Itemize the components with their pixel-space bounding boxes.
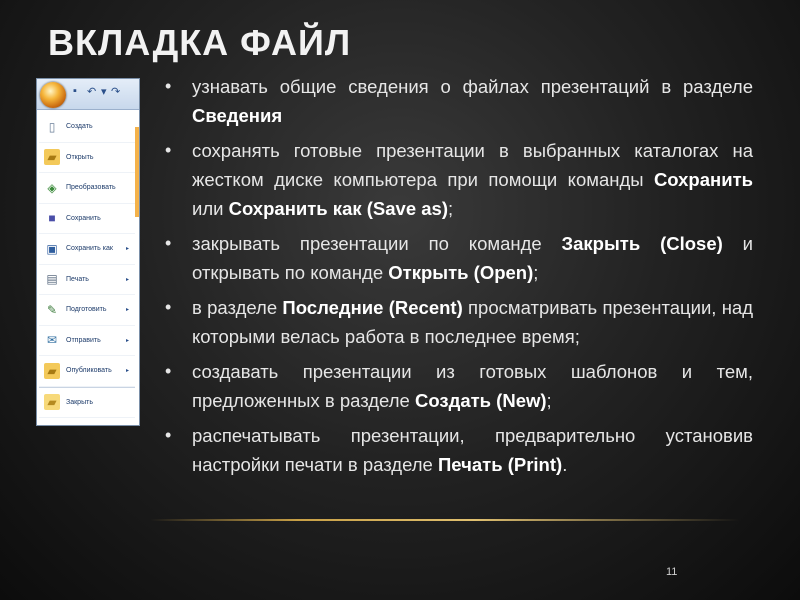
office-menu-item[interactable]: [39, 295, 135, 326]
bullet-text: просматривать презентации, над которыми велась работа в последнее время;: [192, 297, 754, 347]
bullet-text: создавать презентации из готовых шаблонов и тем, предложенных в разделе: [192, 361, 753, 411]
bullet-item: [165, 72, 753, 130]
divider-line: [150, 519, 740, 521]
submenu-arrow-icon: ▸: [125, 307, 129, 314]
bullet-text: ;: [448, 198, 454, 219]
bullet-text: ;: [533, 262, 539, 283]
ribbon-edge: [135, 127, 139, 217]
office-menu-item[interactable]: [39, 265, 135, 296]
office-menu-item[interactable]: [39, 234, 135, 265]
printer-icon: ▤: [44, 271, 60, 287]
publish-icon: ▰: [44, 363, 60, 379]
bullet-text: распечатывать презентации, предварительно установив настройки печати в разделе: [192, 425, 753, 475]
bullet-item: [165, 357, 753, 415]
office-menu-item[interactable]: [39, 387, 135, 419]
bullet-text: закрывать презентации по команде: [192, 233, 562, 254]
bullet-text: или: [192, 198, 229, 219]
bullet-bold-text: Последние (Recent): [282, 297, 463, 318]
office-menu-list: [39, 112, 135, 418]
bullet-text: .: [562, 454, 568, 475]
office-menu-item[interactable]: [39, 143, 135, 174]
bullet-text: ;: [546, 390, 552, 411]
office-menu-item[interactable]: [39, 173, 135, 204]
submenu-arrow-icon: ▸: [125, 368, 129, 375]
undo-icon[interactable]: ↶: [87, 86, 97, 98]
new-document-icon: ▯: [44, 119, 60, 135]
bullet-item: [165, 229, 753, 287]
office-menu-item-label: Подготовить: [66, 306, 107, 314]
bullet-list: [165, 72, 753, 485]
bullet-text: сохранять готовые презентации в выбранных каталогах на жестком диске компьютера при помощи команды: [192, 140, 753, 190]
save-disk-icon: ■: [44, 210, 60, 226]
bullet-bold-text: Сохранить: [653, 169, 753, 190]
bullet-text: и открывать по команде: [192, 233, 753, 283]
office-menu-item[interactable]: [39, 112, 135, 143]
save-as-icon: ▣: [44, 241, 60, 257]
office-menu-item[interactable]: [39, 356, 135, 387]
bullet-bold-text: Печать (Print): [437, 454, 563, 475]
office-menu-item-label: Создать: [66, 123, 93, 131]
bullet-bold-text: Создать (New): [414, 390, 547, 411]
office-menu-screenshot: [36, 78, 140, 426]
office-menu-item[interactable]: [39, 326, 135, 357]
bullet-item: [165, 293, 753, 351]
bullet-item: [165, 136, 753, 223]
office-menu-item-label: Отправить: [66, 336, 101, 344]
office-button[interactable]: [40, 82, 66, 108]
quick-access-toolbar: [37, 79, 139, 110]
close-folder-icon: ▰: [44, 394, 60, 410]
office-menu-item-label: Преобразовать: [66, 184, 116, 192]
office-menu-item-label: Сохранить как: [66, 245, 113, 253]
submenu-arrow-icon: ▸: [125, 276, 129, 283]
send-icon: ✉: [44, 332, 60, 348]
office-menu-item-label: Опубликовать: [66, 367, 112, 375]
prepare-icon: ✎: [44, 302, 60, 318]
office-menu-item-label: Сохранить: [66, 214, 101, 222]
convert-icon: ◈: [44, 180, 60, 196]
submenu-arrow-icon: ▸: [125, 337, 129, 344]
bullet-bold-text: Открыть (Open): [388, 262, 534, 283]
bullet-bold-text: Сведения: [192, 105, 283, 126]
dropdown-icon[interactable]: ▾: [101, 86, 107, 98]
bullet-bold-text: Закрыть (Close): [561, 233, 723, 254]
submenu-arrow-icon: ▸: [125, 246, 129, 253]
bullet-text: в разделе: [192, 297, 283, 318]
bullet-text: узнавать общие сведения о файлах презентаций в разделе: [192, 76, 753, 97]
page-number: 11: [666, 566, 678, 578]
save-icon[interactable]: ▪: [73, 85, 77, 97]
office-menu-item-label: Открыть: [66, 153, 94, 161]
open-folder-icon: ▰: [44, 149, 60, 165]
office-menu-item-label: Закрыть: [66, 398, 93, 406]
redo-icon[interactable]: ↷: [111, 86, 121, 98]
bullet-item: [165, 421, 753, 479]
office-menu-item[interactable]: [39, 204, 135, 235]
bullet-bold-text: Сохранить как (Save as): [228, 198, 448, 219]
office-menu-item-label: Печать: [66, 275, 89, 283]
slide-title: ВКЛАДКА ФАЙЛ: [48, 22, 352, 63]
